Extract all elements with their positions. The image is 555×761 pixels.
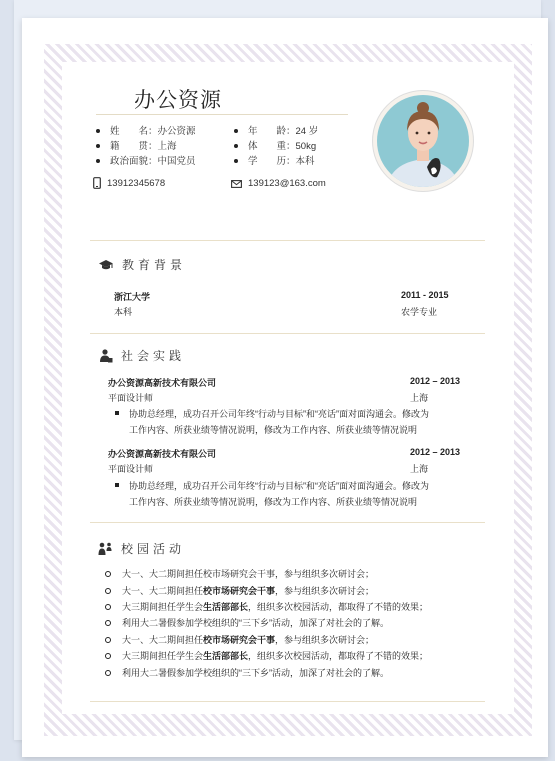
campus-item: 大一、大二期间担任校市场研究会干事，参与组织多次研讨会；: [122, 569, 375, 579]
bullet-circle-icon: [105, 620, 111, 626]
bullet-circle-icon: [105, 637, 111, 643]
info-age: 年 龄：24 岁: [234, 123, 318, 137]
section-divider: [90, 333, 485, 334]
practice-description: 工作内容、所获业绩等情况说明，修改为工作内容、所获业绩等情况说明: [129, 425, 418, 435]
mail-icon: [231, 180, 242, 188]
bullet-circle-icon: [105, 670, 111, 676]
education-major: 农学专业: [401, 307, 438, 317]
practice-description: 协助总经理，成功召开公司年终“行动与目标”和“亮话”面对面沟通会。修改为: [129, 409, 429, 419]
info-political: 政治面貌：中国党员: [96, 153, 196, 167]
bullet-icon: [96, 144, 100, 148]
campus-item: 大三期间担任学生会生活部部长，组织多次校园活动，都取得了不错的效果；: [122, 651, 429, 661]
practice-city: 上海: [410, 464, 429, 474]
bullet-square-icon: [115, 411, 119, 415]
practice-header: 社会实践: [98, 347, 185, 364]
email-contact: 139123@163.com: [231, 178, 326, 189]
bullet-circle-icon: [105, 653, 111, 659]
bullet-icon: [234, 144, 238, 148]
section-divider: [90, 240, 485, 241]
practice-role: 平面设计师: [108, 393, 154, 403]
worker-icon: [98, 349, 113, 363]
campus-item: 利用大二暑假参加学校组织的“三下乡”活动，加深了对社会的了解。: [122, 668, 389, 678]
phone-icon: [93, 177, 101, 189]
bullet-circle-icon: [105, 604, 111, 610]
info-weight: 体 重：50kg: [234, 138, 316, 152]
people-icon: [98, 542, 113, 556]
bullet-circle-icon: [105, 588, 111, 594]
info-degree: 学 历：本科: [234, 153, 315, 167]
bullet-icon: [96, 129, 100, 133]
bullet-icon: [96, 159, 100, 163]
section-divider: [90, 701, 485, 702]
education-years: 2011 - 2015: [401, 290, 449, 300]
bullet-square-icon: [115, 483, 119, 487]
resume-name: 办公资源: [134, 89, 222, 112]
practice-years: 2012 – 2013: [410, 376, 461, 386]
practice-description: 协助总经理，成功召开公司年终“行动与目标”和“亮话”面对面沟通会。修改为: [129, 481, 429, 491]
bullet-icon: [234, 159, 238, 163]
info-name: 姓 名：办公资源: [96, 123, 196, 137]
info-origin: 籍 贯：上海: [96, 138, 177, 152]
practice-company: 办公资源高新技术有限公司: [108, 378, 217, 388]
bullet-icon: [234, 129, 238, 133]
name-underline: [96, 114, 348, 115]
campus-item: 大一、大二期间担任校市场研究会干事，参与组织多次研讨会；: [122, 635, 375, 645]
practice-description: 工作内容、所获业绩等情况说明，修改为工作内容、所获业绩等情况说明: [129, 497, 418, 507]
practice-company: 办公资源高新技术有限公司: [108, 449, 217, 459]
school-name: 浙江大学: [114, 292, 151, 302]
portrait-photo: [377, 95, 469, 187]
campus-header: 校园活动: [98, 540, 185, 557]
practice-role: 平面设计师: [108, 464, 154, 474]
phone-contact: 13912345678: [93, 177, 165, 189]
avatar: [373, 91, 473, 191]
education-degree: 本科: [114, 307, 133, 317]
practice-years: 2012 – 2013: [410, 447, 461, 457]
education-header: 教育背景: [98, 256, 186, 273]
campus-item: 利用大二暑假参加学校组织的“三下乡”活动，加深了对社会的了解。: [122, 618, 389, 628]
practice-city: 上海: [410, 393, 429, 403]
graduation-cap-icon: [98, 259, 114, 271]
section-divider: [90, 522, 485, 523]
campus-item: 大一、大二期间担任校市场研究会干事，参与组织多次研讨会；: [122, 586, 375, 596]
campus-item: 大三期间担任学生会生活部部长，组织多次校园活动，都取得了不错的效果；: [122, 602, 429, 612]
bullet-circle-icon: [105, 571, 111, 577]
